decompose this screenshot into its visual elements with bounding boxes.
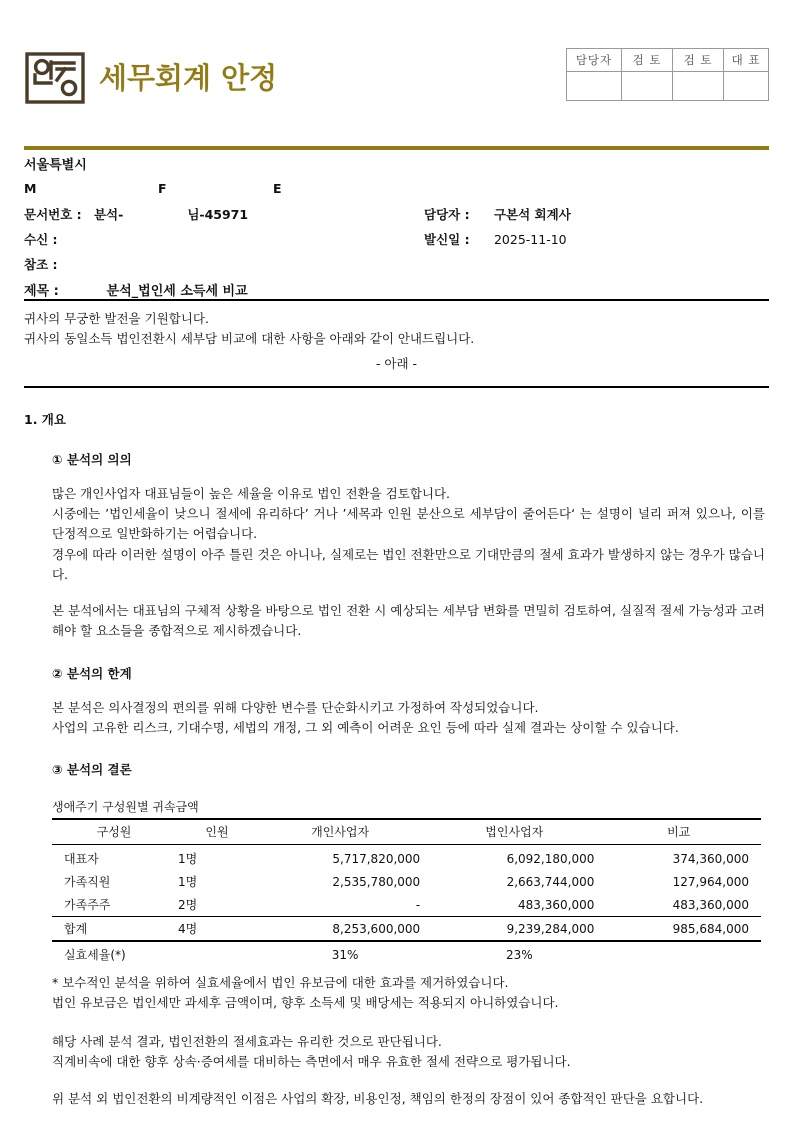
cell-diff: 374,360,000 <box>672 851 749 866</box>
table-caption: 생애주기 구성원별 귀속금액 <box>52 800 199 814</box>
cell-diff: 127,964,000 <box>672 874 749 889</box>
th-headcount: 인원 <box>176 819 258 845</box>
approval-sign-review-1 <box>622 72 673 101</box>
cell-rate-corporate: 23% <box>505 947 533 962</box>
lifecycle-table-block <box>52 798 761 966</box>
manager-value: 구본석 회계사 <box>493 207 571 222</box>
document-meta <box>24 158 769 299</box>
contact-fax-label: F <box>158 181 167 196</box>
approval-sign-representative <box>724 72 769 101</box>
lifecycle-attribution-table <box>52 818 761 966</box>
send-date-value: 2025-11-10 <box>493 232 567 247</box>
contact-email-label: E <box>273 181 282 196</box>
cell-rate-headcount <box>176 941 258 966</box>
top-black-divider <box>24 299 769 301</box>
cell-rate-diff <box>606 941 761 966</box>
contact-row <box>24 183 769 201</box>
cell-personal: 5,717,820,000 <box>332 851 421 866</box>
gold-divider <box>24 146 769 150</box>
meta-grid <box>24 207 769 299</box>
subject-label: 제목 : <box>24 284 59 299</box>
cell-member: 가족직원 <box>64 875 111 889</box>
cell-member: 가족주주 <box>64 898 111 912</box>
th-personal: 개인사업자 <box>258 819 432 845</box>
greeting-below-marker: - 아래 - <box>375 355 418 371</box>
sub2-line2: 사업의 고유한 리스크, 기대수명, 세법의 개정, 그 외 예측이 어려운 요인 등에 따라 실제 결과는 상이할 수 있습니다. <box>52 719 679 735</box>
sub1-p1-line3: 경우에 따라 이러한 설명이 아주 틀린 것은 아니나, 실제로는 법인 전환만으로 기대만큼의 절세 효과가 발생하지 않는 경우가 많습니다. <box>52 546 765 582</box>
send-date-label: 발신일 : <box>424 232 470 247</box>
cc-label: 참조 : <box>24 257 58 272</box>
cell-headcount: 1명 <box>178 852 198 866</box>
approval-col-manager: 담당자 <box>567 49 622 72</box>
approval-header-row <box>567 49 769 72</box>
th-member: 구성원 <box>52 819 176 845</box>
greeting-block <box>24 309 769 374</box>
cell-rate-label: 실효세율(*) <box>64 948 126 962</box>
subsection-1-paragraph-2 <box>52 601 765 642</box>
subject-row <box>24 285 248 298</box>
table-body <box>52 845 761 967</box>
brand-title: 세무회계 안정 <box>99 60 278 95</box>
conclusion-block-1 <box>52 1032 769 1073</box>
footnote-line-2: 법인 유보금은 법인세만 과세후 금액이며, 향후 소득세 및 배당세는 적용되지 아니하였습니다. <box>52 995 559 1011</box>
cell-corporate: 483,360,000 <box>518 897 595 912</box>
cell-corporate: 6,092,180,000 <box>506 851 595 866</box>
approval-sign-manager <box>567 72 622 101</box>
greeting-line-1: 귀사의 무궁한 발전을 기원합니다. <box>24 311 209 326</box>
send-date-row <box>424 234 567 247</box>
cell-member: 대표자 <box>64 852 99 866</box>
conclusion-block-2 <box>52 1089 769 1109</box>
subsection-2-heading: ② 분석의 한계 <box>52 665 132 681</box>
table-total-row <box>52 917 761 942</box>
cell-headcount: 2명 <box>178 898 198 912</box>
approval-stamp-box <box>566 48 769 101</box>
cell-total-headcount: 4명 <box>176 917 258 942</box>
footnote-line-1: * 보수적인 분석을 위하여 실효세율에서 법인 유보금에 대한 효과를 제거하였습니다. <box>52 975 509 990</box>
sub1-p1-line1: 많은 개인사업자 대표님들이 높은 세율을 이유로 법인 전환을 검토합니다. <box>52 485 451 501</box>
cc-row <box>24 259 94 272</box>
cell-total-label: 합계 <box>52 917 176 942</box>
th-diff: 비교 <box>606 819 761 845</box>
recipient-label: 수신 : <box>24 232 58 247</box>
subsection-2-paragraph <box>52 698 765 739</box>
manager-row <box>424 209 571 222</box>
approval-signature-row <box>567 72 769 101</box>
bottom-black-divider <box>24 386 769 388</box>
cell-corporate: 2,663,744,000 <box>506 874 595 889</box>
subsection-3-heading: ③ 분석의 결론 <box>52 762 132 777</box>
doc-number-row <box>24 209 248 222</box>
approval-col-representative: 대 표 <box>724 49 769 72</box>
table-header-row <box>52 819 761 845</box>
cell-total-corporate: 9,239,284,000 <box>432 917 606 942</box>
approval-col-review-2: 검 토 <box>673 49 724 72</box>
sub2-line1: 본 분석은 의사결정의 편의를 위해 다양한 변수를 단순화시키고 가정하여 작성되었습니다. <box>52 699 539 715</box>
conclusion-line-2: 직계비속에 대한 향후 상속·증여세를 대비하는 측면에서 매우 유효한 절세 전략으로 평가됩니다. <box>52 1053 571 1069</box>
conclusion-line-3: 위 분석 외 법인전환의 비계량적인 이점은 사업의 확장, 비용인정, 책임의 한정의 장점이 있어 종합적인 판단을 요합니다. <box>52 1091 704 1106</box>
subject-value: 분석_법인세 소득세 비교 <box>106 284 248 299</box>
doc-number-suffix: 님-45971 <box>187 207 249 222</box>
recipient-row <box>24 234 94 247</box>
anjeong-square-logo-icon <box>24 52 86 104</box>
approval-col-review-1: 검 토 <box>622 49 673 72</box>
table-row <box>52 845 761 871</box>
sub1-p1-line2: 시중에는 ’법인세율이 낮으니 절세에 유리하다’ 거나 ’세목과 인원 분산으로 세부담이 줄어든다‘ 는 설명이 널리 퍼져 있으나, 이를 단정적으로 일반화하기는 어렵습니다. <box>52 506 765 542</box>
city-label: 서울특별시 <box>24 158 87 173</box>
table-footnote <box>52 973 769 1014</box>
th-corporate: 법인사업자 <box>432 819 606 845</box>
cell-total-personal: 8,253,600,000 <box>258 917 432 942</box>
cell-personal: 2,535,780,000 <box>332 874 421 889</box>
subsection-1-paragraph-1 <box>52 484 765 585</box>
greeting-line-2: 귀사의 동일소득 법인전환시 세부담 비교에 대한 사항을 아래와 같이 안내드립니다. <box>24 331 475 347</box>
table-effective-rate-row <box>52 941 761 966</box>
cell-total-diff: 985,684,000 <box>606 917 761 942</box>
table-head <box>52 819 761 845</box>
cell-rate-personal: 31% <box>331 947 359 962</box>
doc-number-label: 문서번호 : <box>24 207 82 222</box>
table-row <box>52 870 761 893</box>
doc-number-prefix: 분석- <box>93 207 124 222</box>
approval-sign-review-2 <box>673 72 724 101</box>
section-1-heading: 1. 개요 <box>24 411 66 427</box>
cell-personal: - <box>415 897 421 912</box>
manager-label: 담당자 : <box>424 207 470 222</box>
cell-diff: 483,360,000 <box>672 897 749 912</box>
contact-mobile-label: M <box>24 181 37 196</box>
subsection-1-heading: ① 분석의 의의 <box>52 451 132 467</box>
sub1-p2: 본 분석에서는 대표님의 구체적 상황을 바탕으로 법인 전환 시 예상되는 세부담 변화를 면밀히 검토하여, 실질적 절세 가능성과 고려해야 할 요소들을 종합적으로 제시하겠습니다. <box>52 603 765 639</box>
document-header <box>24 0 769 138</box>
cell-headcount: 1명 <box>178 875 198 889</box>
conclusion-line-1: 해당 사례 분석 결과, 법인전환의 절세효과는 유리한 것으로 판단됩니다. <box>52 1033 442 1049</box>
table-row <box>52 893 761 917</box>
